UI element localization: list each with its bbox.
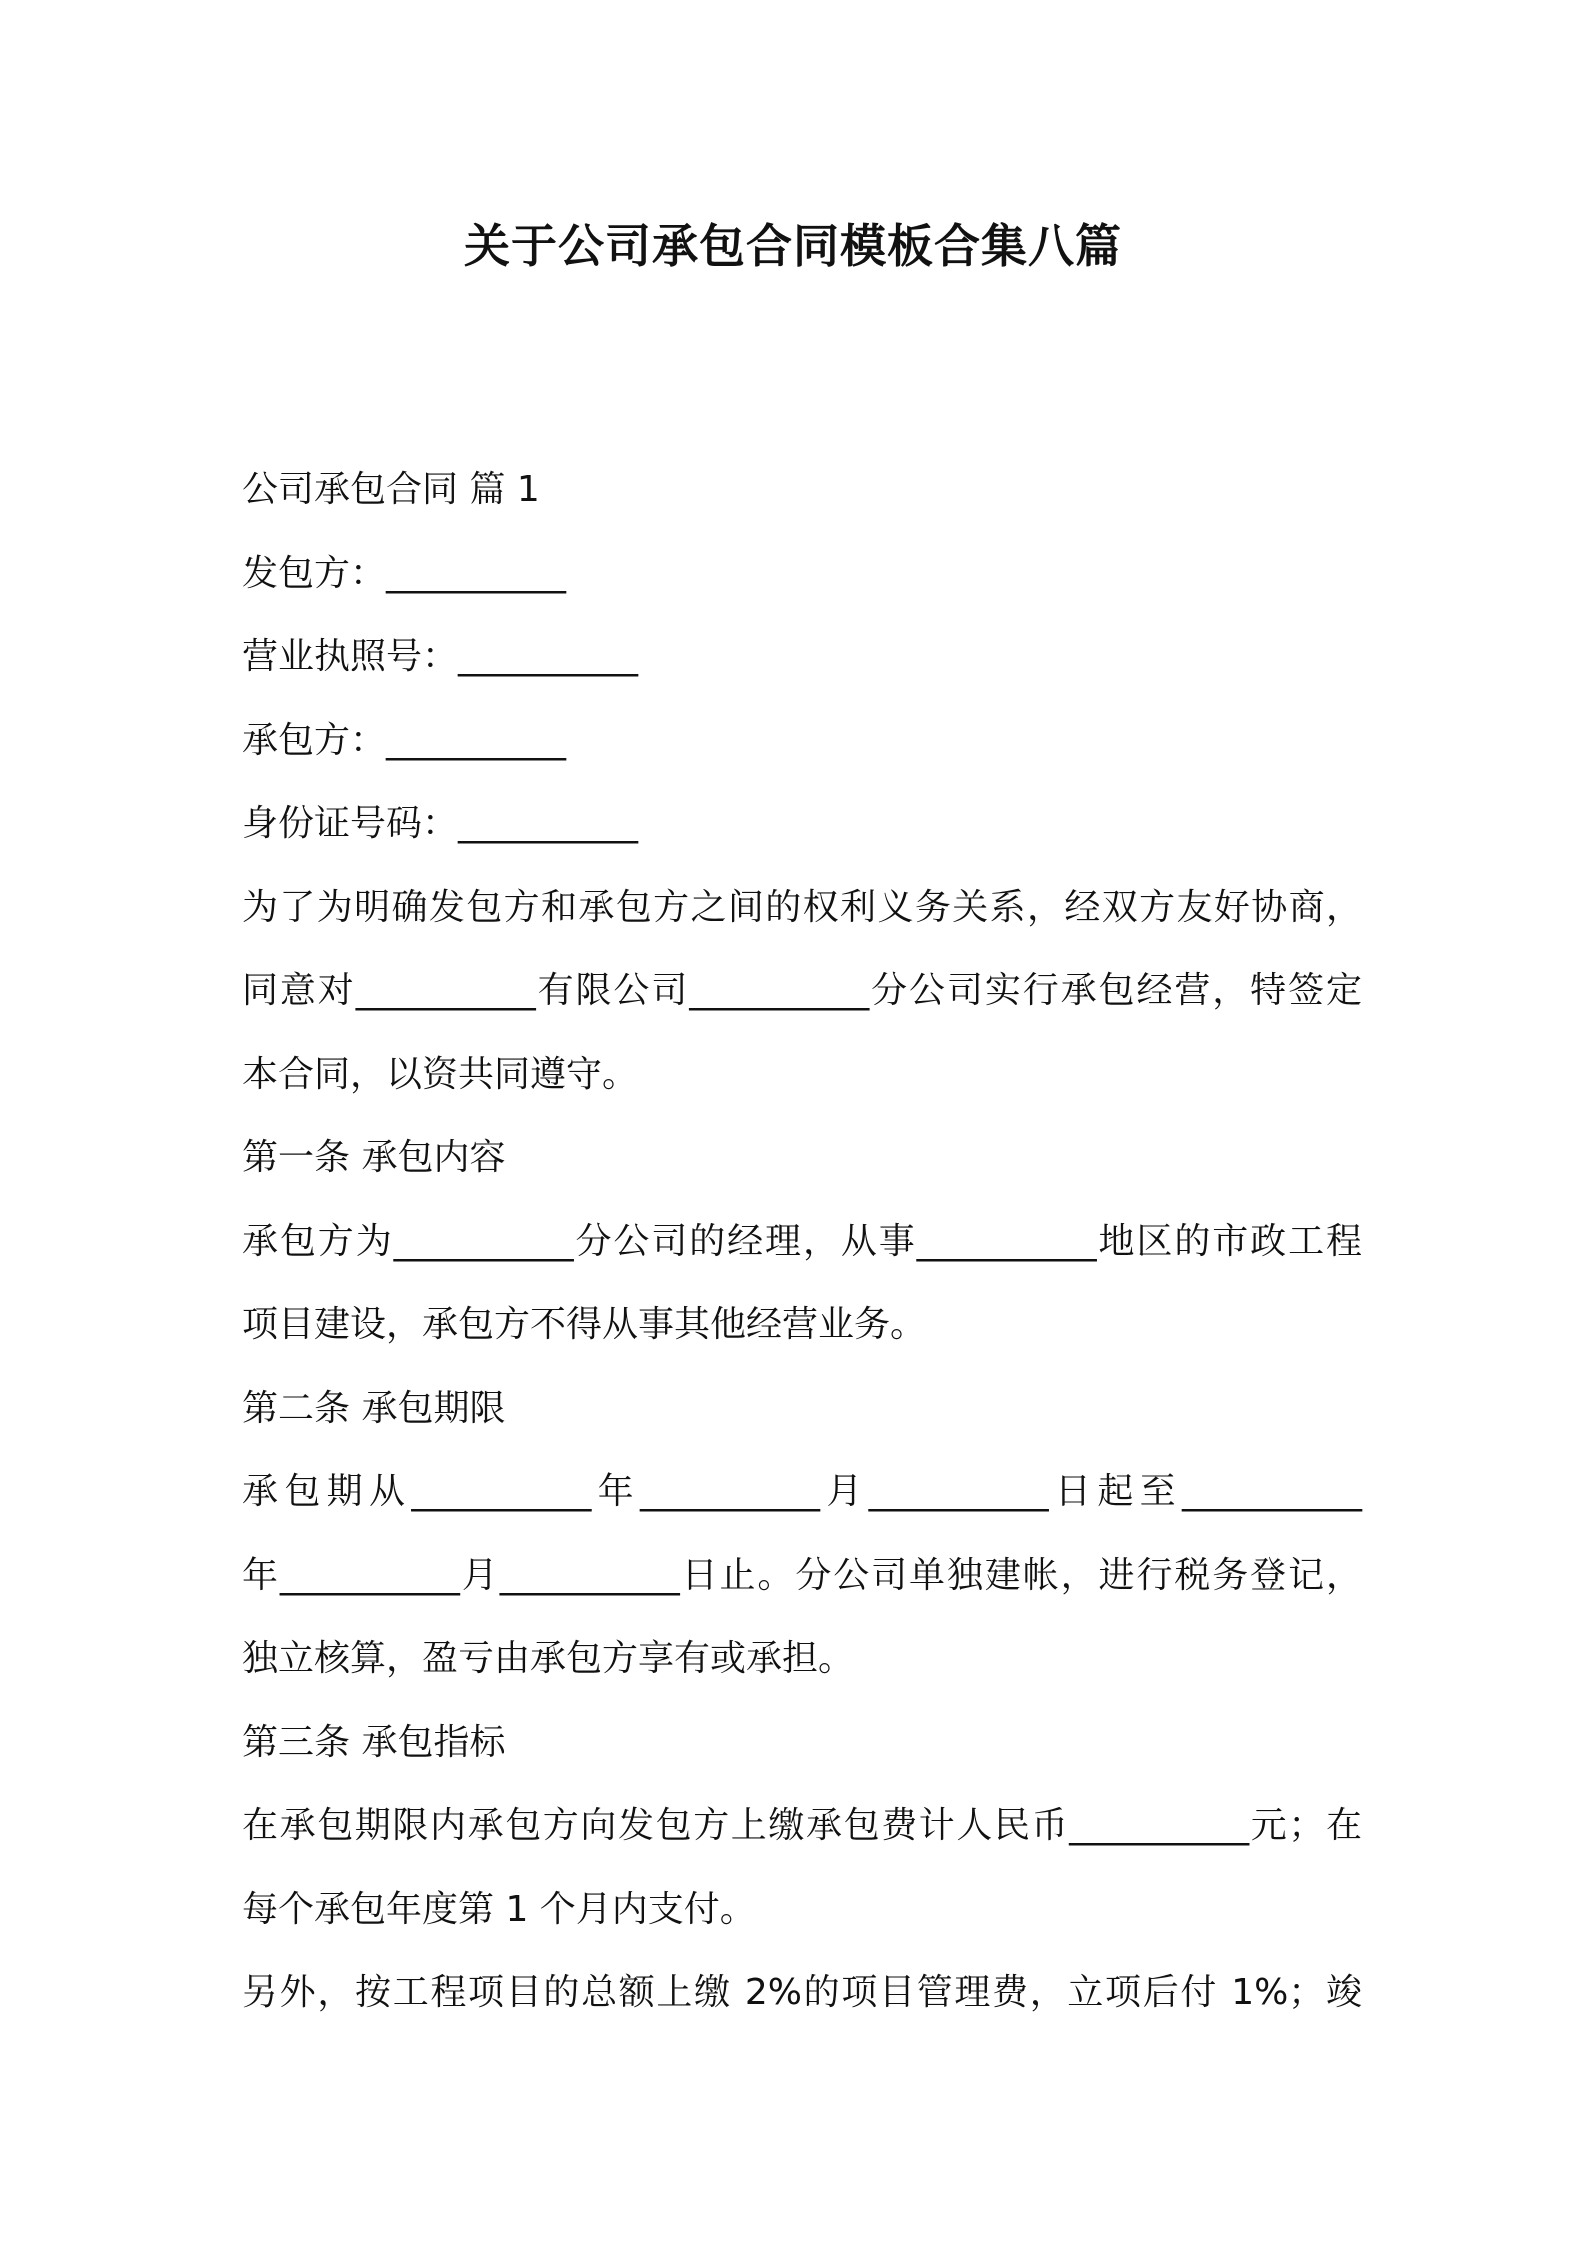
text-line: 同意对__________有限公司__________分公司实行承包经营，特签定 <box>242 970 1362 1011</box>
section-heading: 公司承包合同 篇 1 <box>242 469 540 510</box>
text-line: 另外，按工程项目的总额上缴 2%的项目管理费，立项后付 1%；竣 <box>242 1972 1362 2013</box>
text-line: 本合同，以资共同遵守。 <box>242 1053 639 1095</box>
article-heading: 第二条 承包期限 <box>242 1387 506 1429</box>
document-title: 关于公司承包合同模板合集八篇 <box>464 219 1122 273</box>
article-heading: 第一条 承包内容 <box>242 1137 506 1178</box>
text-line: 项目建设，承包方不得从事其他经营业务。 <box>242 1304 927 1345</box>
text-line: 身份证号码：__________ <box>242 803 639 844</box>
text-line: 发包方：__________ <box>242 552 567 594</box>
text-line: 承包方：__________ <box>242 719 567 761</box>
text-line: 每个承包年度第 1 个月内支付。 <box>242 1888 756 1930</box>
text-line: 营业执照号：__________ <box>242 636 639 677</box>
document-body <box>242 448 1362 2035</box>
text-line: 承包期从__________年__________月__________日起至__________ <box>242 1471 1362 1512</box>
text-line: 独立核算，盈亏由承包方享有或承担。 <box>242 1638 855 1679</box>
text-line: 为了为明确发包方和承包方之间的权利义务关系，经双方友好协商， <box>242 886 1362 928</box>
article-heading: 第三条 承包指标 <box>242 1721 506 1763</box>
text-line: 在承包期限内承包方向发包方上缴承包费计人民币__________元；在 <box>242 1805 1362 1846</box>
text-line: 承包方为__________分公司的经理，从事__________地区的市政工程 <box>242 1220 1362 1262</box>
text-line: 年__________月__________日止。分公司单独建帐，进行税务登记， <box>242 1554 1362 1596</box>
